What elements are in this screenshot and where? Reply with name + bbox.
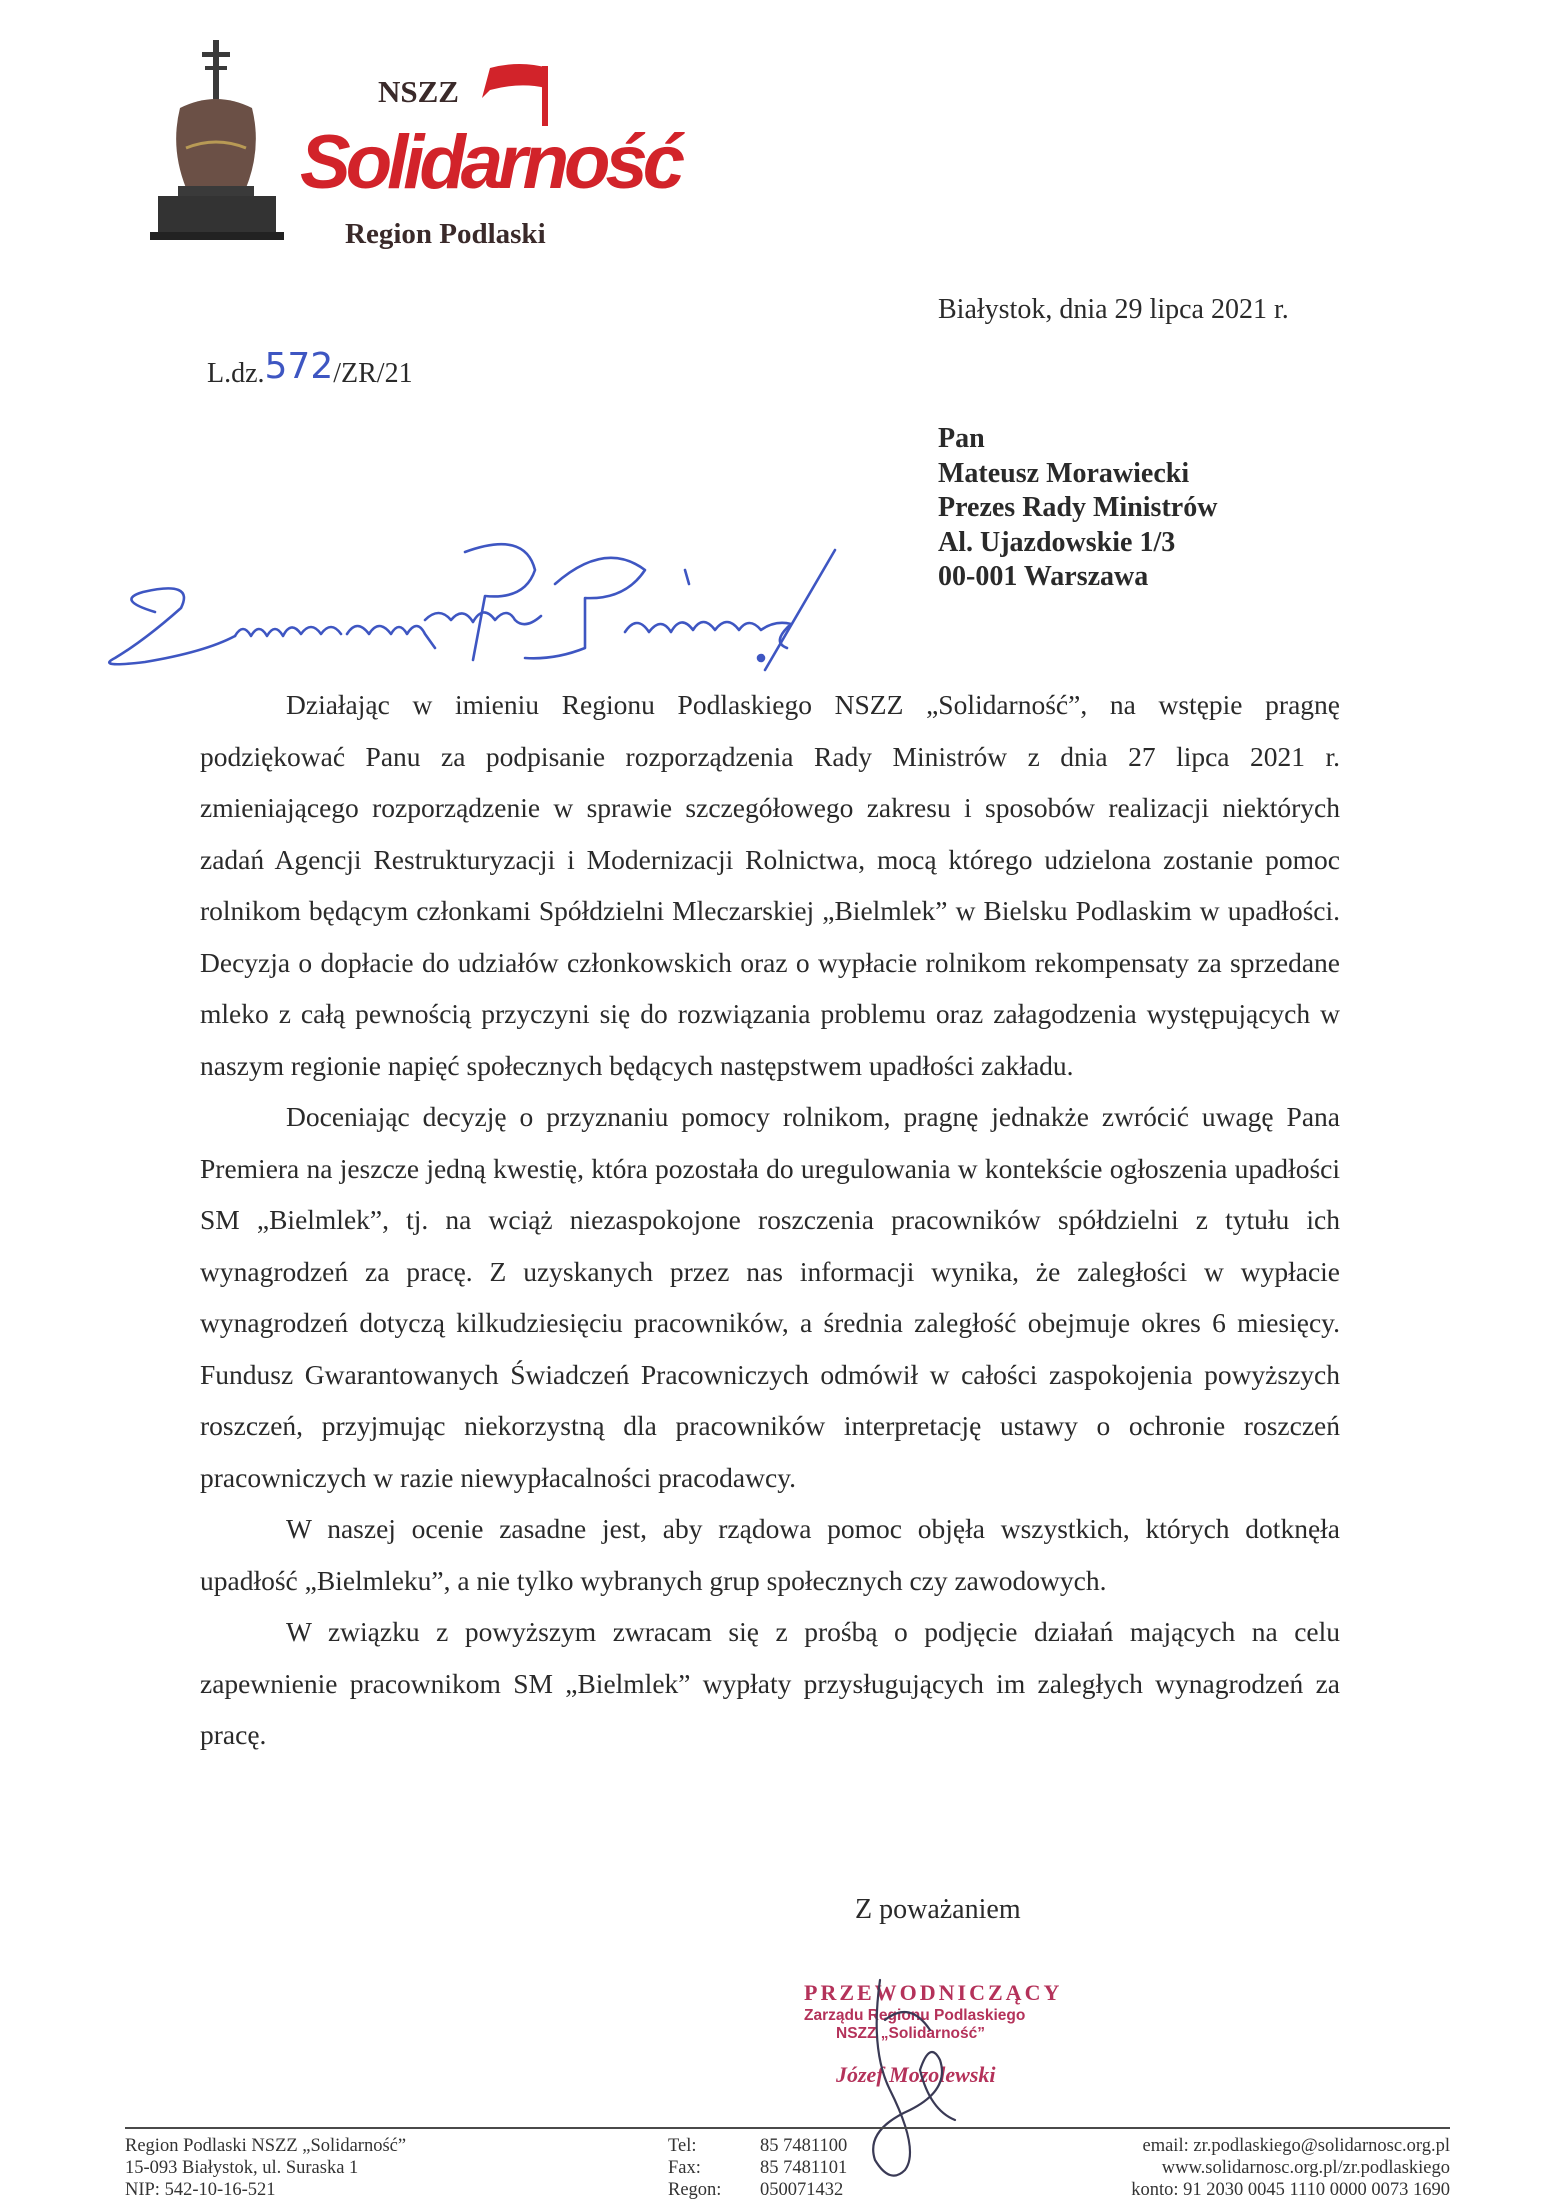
addressee-line: Al. Ujazdowskie 1/3 bbox=[938, 526, 1176, 558]
body-paragraph: W naszej ocenie zasadne jest, aby rządowa pomoc objęła wszystkich, których dotknęła upadłość „Bielmleku”, a nie tylko wybranych grup społecznych czy zawodowych. bbox=[200, 1513, 1340, 1596]
handwritten-salutation bbox=[85, 540, 1025, 680]
logo-wordmark: Solidarność bbox=[300, 120, 680, 205]
fax-label: Fax: bbox=[668, 2158, 701, 2178]
regon-label: Regon: bbox=[668, 2180, 722, 2200]
salutation-signature bbox=[85, 540, 1025, 680]
letter-body bbox=[200, 679, 1340, 1761]
org-short: NSZZ bbox=[378, 74, 459, 109]
flag-icon bbox=[482, 64, 548, 98]
footer-divider bbox=[125, 2127, 1450, 2129]
tel-value: 85 7481100 bbox=[760, 2136, 848, 2156]
ref-suffix: /ZR/21 bbox=[333, 358, 413, 389]
footer-account: konto: 91 2030 0045 1110 0000 0073 1690 bbox=[1131, 2180, 1450, 2200]
footer-line: NIP: 542-10-16-521 bbox=[125, 2180, 276, 2200]
body-paragraph: Doceniając decyzję o przyznaniu pomocy rolnikom, pragnę jednakże zwrócić uwagę Pana Premiera na jeszcze jedną kwestię, która pozostała do uregulowania w kontekście ogłoszenia upadłości SM „Bielmlek”, tj. na wciąż niezaspokojone roszczenia pracowników spółdzielni z tytułu ich wynagrodzeń za pracę. Z uzyskanych przez nas informacji wynika, że zaległości w wypłacie wynagrodzeń dotyczą kilkudziesięciu pracowników, a średnia zaległość obejmuje okres 6 miesięcy. Fundusz Gwarantowanych Świadczeń Pracowniczych odmówił w całości zaspokojenia powyższych roszczeń, przyjmując niekorzystną dla pracowników interpretację ustawy o ochronie roszczeń pracowniczych w razie niewypłacalności pracodawcy. bbox=[200, 1101, 1340, 1493]
closing-phrase: Z poważaniem bbox=[855, 1894, 1021, 1925]
fax-value: 85 7481101 bbox=[760, 2158, 848, 2178]
footer-address bbox=[125, 2135, 406, 2201]
reference-number bbox=[207, 346, 413, 391]
body-paragraph: W związku z powyższym zwracam się z prośbą o podjęcie działań mających na celu zapewnienie pracownikom SM „Bielmlek” wypłaty przysługujących im zaległych wynagrodzeń za pracę. bbox=[200, 1616, 1340, 1750]
addressee-line: Prezes Rady Ministrów bbox=[938, 492, 1218, 523]
stamp-name: Józef Mozolewski bbox=[836, 2062, 996, 2087]
footer-email: email: zr.podlaskiego@solidarnosc.org.pl bbox=[1142, 2136, 1450, 2156]
monument-icon bbox=[150, 40, 284, 240]
stamp-title: PRZEWODNICZĄCY bbox=[804, 1980, 1063, 2005]
footer-contact-numbers bbox=[668, 2135, 847, 2201]
ref-number-handwritten: 572 bbox=[264, 346, 334, 387]
footer-website: www.solidarnosc.org.pl/zr.podlaskiego bbox=[1161, 2158, 1450, 2178]
addressee-line: 00-001 Warszawa bbox=[938, 561, 1149, 592]
logo-graphic bbox=[150, 38, 680, 258]
solidarnosc-logo bbox=[150, 38, 680, 258]
ref-prefix: L.dz. bbox=[207, 358, 265, 389]
region-name: Region Podlaski bbox=[345, 218, 546, 250]
stamp-line: NSZZ „Solidarność” bbox=[836, 2025, 985, 2042]
body-paragraph: Działając w imieniu Regionu Podlaskiego NSZZ „Solidarność”, na wstępie pragnę podziękować Panu za podpisanie rozporządzenia Rady Ministrów z dnia 27 lipca 2021 r. zmieniającego rozporządzenie w sprawie szczegółowego zakresu i sposobów realizacji niektórych zadań Agencji Restrukturyzacji i Modernizacji Rolnictwa, mocą którego udzielona zostanie pomoc rolnikom będącym członkami Spółdzielni Mleczarskiej „Bielmlek” w Bielsku Podlaskim w upadłości. Decyzja o dopłacie do udziałów członkowskich oraz o wypłacie rolnikom rekompensaty za sprzedane mleko z całą pewnością przyczyni się do rozwiązania problemu oraz załagodzenia występujących w naszym regionie napięć społecznych będących następstwem upadłości zakładu. bbox=[200, 689, 1340, 1081]
stamp-line: Zarządu Regionu Podlaskiego bbox=[804, 2007, 1026, 2024]
date-line: Białystok, dnia 29 lipca 2021 r. bbox=[938, 294, 1289, 325]
footer-online bbox=[1131, 2135, 1450, 2201]
footer-line: 15-093 Białystok, ul. Suraska 1 bbox=[125, 2158, 359, 2178]
addressee-line: Pan bbox=[938, 423, 985, 454]
tel-label: Tel: bbox=[668, 2136, 697, 2156]
footer-line: Region Podlaski NSZZ „Solidarność” bbox=[125, 2136, 407, 2156]
addressee-line: Mateusz Morawiecki bbox=[938, 457, 1190, 489]
regon-value: 050071432 bbox=[760, 2180, 844, 2200]
